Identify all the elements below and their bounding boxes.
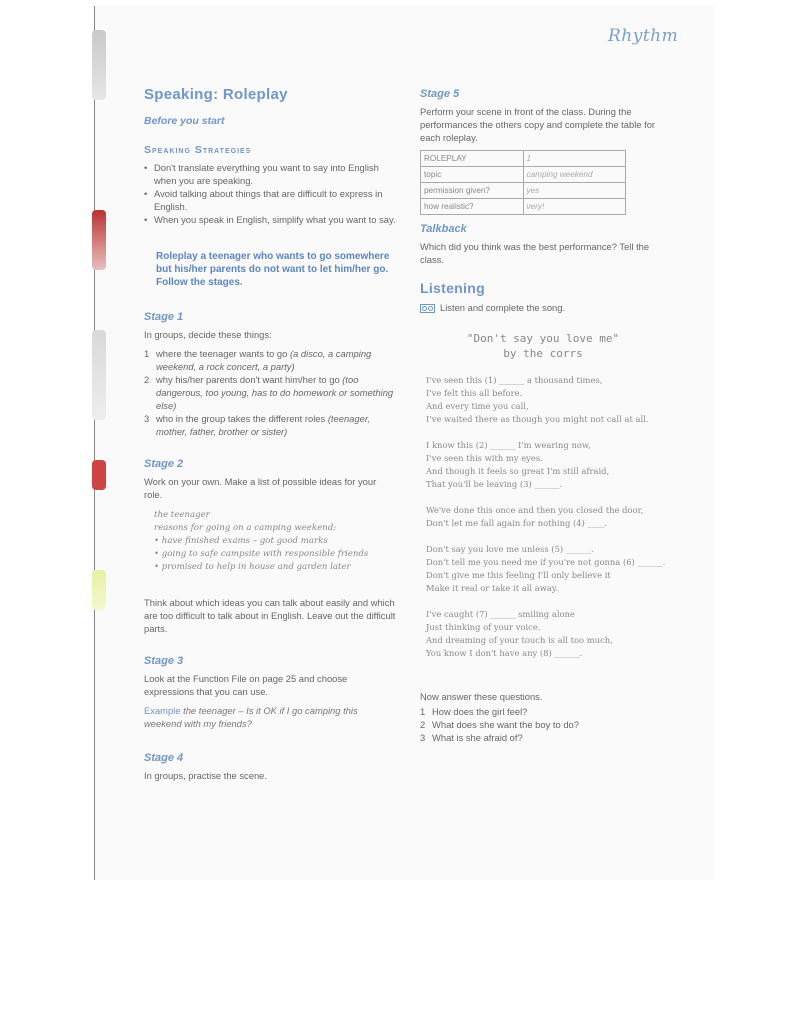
before-you-start-heading: Before you start — [144, 115, 225, 127]
verse: We've done this once and then you closed the door, Don't let me fall again for nothing (4) ____. — [426, 505, 644, 528]
list-item: 3 What is she afraid of? — [420, 732, 523, 743]
questions-list — [420, 705, 666, 744]
stage-1-intro: In groups, decide these things: — [144, 329, 272, 340]
note-line: • going to safe campsite with responsible friends — [154, 549, 369, 559]
table-row: how realistic? very! — [421, 199, 626, 215]
questions-intro: Now answer these questions. — [420, 691, 543, 702]
strategy-item: • Avoid talking about things that are difficult to express in English. — [144, 187, 396, 213]
stage-4-text: In groups, practise the scene. — [144, 770, 267, 781]
list-item: 1 How does the girl feel? — [420, 706, 528, 717]
verse: I know this (2) ______ I'm wearing now, I've seen this with my eyes. And though it feels so great I'm still afraid, That you'll be leaving (3) ______. — [426, 440, 610, 489]
song-lyrics — [426, 374, 666, 660]
song-title: "Don't say you love me" — [466, 332, 620, 345]
roleplay-table — [420, 150, 626, 215]
talkback-heading: Talkback — [420, 223, 467, 235]
list-item: 2 What does she want the boy to do? — [420, 719, 579, 730]
left-column — [144, 88, 396, 788]
decorative-photo-strip — [92, 30, 108, 610]
stage-1-heading: Stage 1 — [144, 311, 184, 323]
table-row: topic camping weekend — [421, 167, 626, 183]
song-artist: by the corrs — [503, 347, 583, 360]
stage-2-intro: Work on your own. Make a list of possible ideas for your role. — [144, 476, 377, 500]
roleplay-task: Roleplay a teenager who wants to go somewhere but his/her parents do not want to let him/her go. Follow the stages. — [156, 251, 390, 288]
stage-2-heading: Stage 2 — [144, 458, 184, 470]
note-line: • promised to help in house and garden later — [154, 562, 351, 572]
stage-3-heading: Stage 3 — [144, 655, 184, 667]
speaking-strategies-heading: Speaking Strategies — [144, 144, 252, 156]
note-line: the teenager — [154, 510, 210, 520]
right-column — [420, 88, 666, 764]
page-title: Speaking: Roleplay — [144, 86, 288, 103]
section-label: Rhythm — [608, 26, 679, 46]
verse: I've seen this (1) ______ a thousand times, I've felt this all before. And every time you call, I've waited there as though you might not call at all. — [426, 375, 649, 424]
verse: I've caught (7) ______ smiling alone Just thinking of your voice. And dreaming of your touch is all too much, You know I don't have any (8) ______. — [426, 609, 613, 658]
questions-section — [420, 690, 666, 744]
verse: Don't say you love me unless (5) ______. Don't tell me you need me if you're not gonna (6) ______. Don't give me this feeling I'll only believe it Make it real or take it all away. — [426, 544, 666, 593]
table-row: ROLEPLAY 1 — [421, 151, 626, 167]
talkback-text: Which did you think was the best performance? Tell the class. — [420, 241, 650, 265]
stage-3-example: Example the teenager – Is it OK if I go camping this weekend with my friends? — [144, 705, 358, 729]
cassette-icon — [420, 304, 435, 313]
stage-4-heading: Stage 4 — [144, 752, 184, 764]
stage-3-intro: Look at the Function File on page 25 and choose expressions that you can use. — [144, 673, 348, 697]
strategy-item: • Don't translate everything you want to say into English when you are speaking. — [144, 161, 396, 187]
stage-5-text: Perform your scene in front of the class. During the performances the others copy and complete the table for each roleplay. — [420, 106, 656, 143]
stage-1-list — [144, 347, 396, 438]
strategies-list — [144, 161, 396, 226]
stage-5-heading: Stage 5 — [420, 88, 460, 100]
stage-2-after: Think about which ideas you can talk about easily and which are too difficult to talk about in English. Leave out the difficult parts. — [144, 597, 396, 634]
table-row: permission given? yes — [421, 183, 626, 199]
list-item: 2 why his/her parents don't want him/her to go (too dangerous, too young, has to do homework or something else) — [144, 374, 394, 411]
note-line: reasons for going on a camping weekend: — [154, 523, 337, 533]
list-item: 3 who in the group takes the different roles (teenager, mother, father, brother or sister) — [144, 413, 371, 437]
strategy-item: • When you speak in English, simplify what you want to say. — [144, 213, 396, 226]
handwritten-notes — [154, 509, 396, 574]
listening-instruction: Listen and complete the song. — [420, 301, 666, 314]
note-line: • have finished exams – got good marks — [154, 536, 328, 546]
list-item: 1 where the teenager wants to go (a disco, a camping weekend, a rock concert, a party) — [144, 348, 372, 372]
listening-heading: Listening — [420, 280, 485, 296]
